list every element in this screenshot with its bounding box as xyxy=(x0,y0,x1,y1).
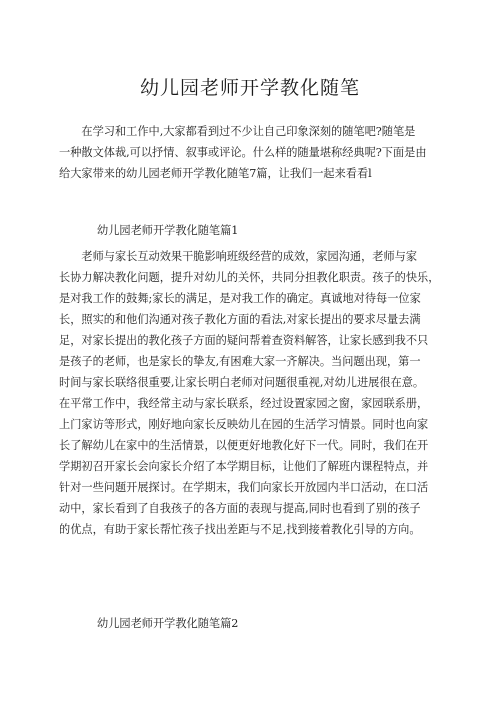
paragraph-line: 长协力解决教化问题，提升对幼儿的关怀，共同分担教化职责。孩子的快乐， xyxy=(59,271,439,284)
paragraph-line: 学期初召开家长会向家长介绍了本学期目标，让他们了解班内课程特点，并 xyxy=(59,460,429,473)
paragraph-line: 时间与家长联络很重要,让家长明白老师对问题很重视,对幼儿进展很在意。 xyxy=(59,376,425,389)
paragraph-line: 的优点，有助于家长帮忙孩子找出差距与不足,找到接着教化引导的方向。 xyxy=(59,523,421,536)
paragraph-line: 足，对家长提出的教化孩子方面的疑问帮着查资料解答，让家长感到我不只 xyxy=(59,334,429,347)
intro-line: 一种散文体裁,可以抒情、叙事或评论。什么样的随量堪称经典呢?下面是由 xyxy=(59,146,427,159)
intro-line: 给大家带来的幼儿园老师开学教化随笔7篇，让我们一起来看看l xyxy=(59,167,372,180)
intro-line: 在学习和工作中,大家都看到过不少让自己印象深刻的随笔吧?随笔是 xyxy=(59,125,416,138)
paragraph-line: 针对一些问题开展探讨。在学期末，我们向家长开放园内半口活动，在口活 xyxy=(59,481,429,494)
paragraph-line: 老师与家长互动效果干脆影响班级经营的成效，家园沟通，老师与家 xyxy=(59,250,418,263)
paragraph-line: 是孩子的老师，也是家长的挚友,有困难大家一齐解决。当问题出现，第一 xyxy=(59,355,421,368)
section-heading-2: 幼儿园老师开学教化随笔篇2 xyxy=(97,617,239,630)
section-heading-1: 幼儿园老师开学教化随笔篇1 xyxy=(97,224,239,237)
section-1-paragraph xyxy=(59,246,439,540)
paragraph-line: 动中，家长看到了自我孩子的各方面的表现与提高,同时也看到了别的孩子 xyxy=(59,502,421,515)
document-title: 幼儿园老师开学教化随笔 xyxy=(139,77,360,99)
paragraph-line: 上门家访等形式，刚好地向家长反映幼儿在园的生活学习情景。同时也向家 xyxy=(59,418,429,431)
paragraph-line: 长，照实的和他们沟通对孩子教化方面的看法,对家长提出的要求尽量去满 xyxy=(59,313,421,326)
paragraph-line: 长了解幼儿在家中的生活情景，以便更好地教化好下一代。同时，我们在开 xyxy=(59,439,429,452)
paragraph-line: 是对我工作的鼓舞;家长的满足，是对我工作的确定。真诚地对待每一位家 xyxy=(59,292,421,305)
paragraph-line: 在平常工作中，我经常主动与家长联系，经过设置家园之窗，家园联系册， xyxy=(59,397,429,410)
intro-paragraph xyxy=(59,121,439,184)
